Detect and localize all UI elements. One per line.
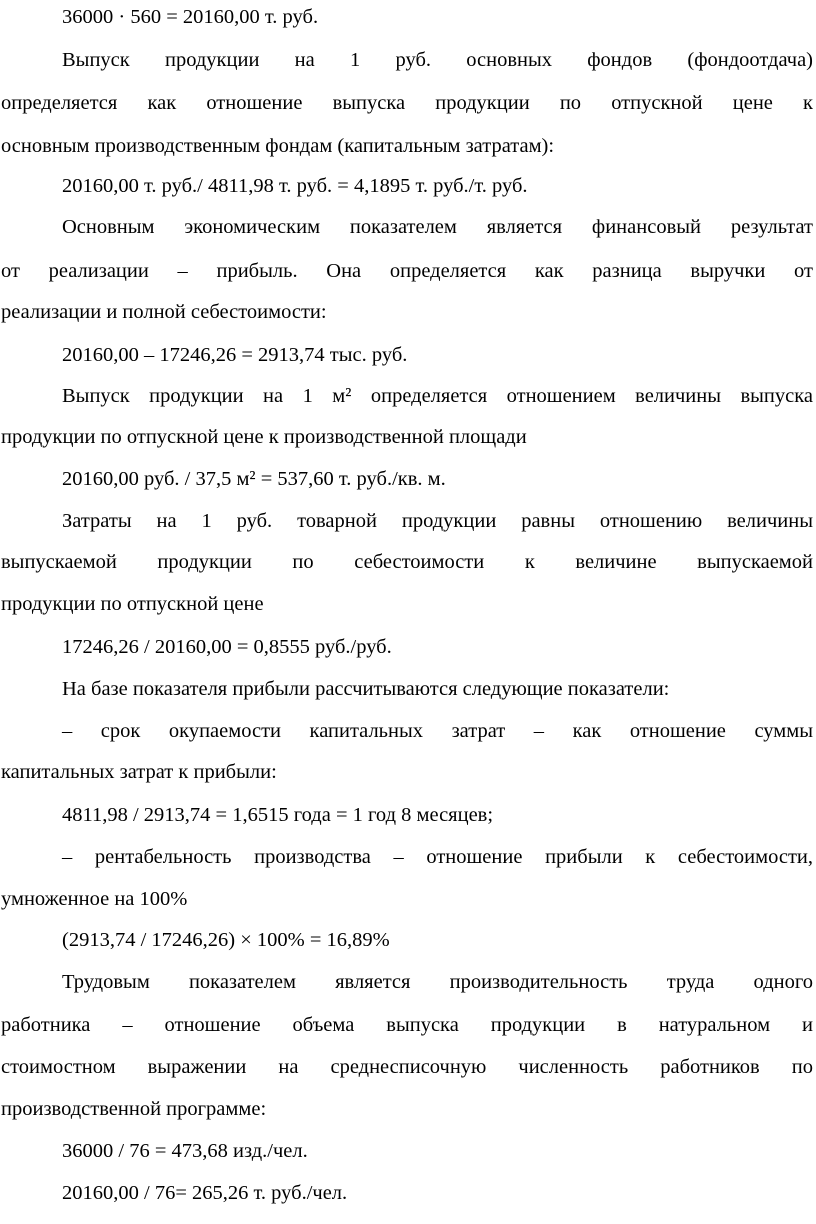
list-item-profitability: умноженное на 100% (1, 888, 188, 910)
list-item-payback: – срок окупаемости капитальных затрат – как отношение суммы (62, 720, 813, 742)
paragraph-cost-per-ruble: продукции по отпускной цене (1, 593, 264, 615)
paragraph-profit: реализации и полной себестоимости: (1, 301, 327, 323)
calc-labor-value: 20160,00 / 76= 265,26 т. руб./чел. (62, 1182, 348, 1204)
calc-output-per-area: 20160,00 руб. / 37,5 м² = 537,60 т. руб./кв. м. (62, 468, 446, 490)
calc-output-volume: 36000 · 560 = 20160,00 т. руб. (62, 6, 319, 28)
paragraph-labor-productivity: стоимостном выражении на среднесписочную численность работников по (1, 1056, 813, 1078)
calc-cost-per-ruble: 17246,26 / 20160,00 = 0,8555 руб./руб. (62, 636, 392, 658)
calc-payback: 4811,98 / 2913,74 = 1,6515 года = 1 год 8 месяцев; (62, 804, 494, 826)
list-item-profitability: – рентабельность производства – отношение прибыли к себестоимости, (62, 846, 813, 868)
calc-labor-units: 36000 / 76 = 473,68 изд./чел. (62, 1140, 308, 1162)
paragraph-profit: от реализации – прибыль. Она определяется как разница выручки от (1, 260, 813, 282)
paragraph-capital-productivity: Выпуск продукции на 1 руб. основных фондов (фондоотдача) (62, 49, 813, 71)
calc-profit: 20160,00 – 17246,26 = 2913,74 тыс. руб. (62, 344, 408, 366)
paragraph-capital-productivity: определяется как отношение выпуска продукции по отпускной цене к (1, 92, 813, 114)
paragraph-profit: Основным экономическим показателем является финансовый результат (62, 216, 813, 238)
paragraph-cost-per-ruble: выпускаемой продукции по себестоимости к величине выпускаемой (1, 551, 813, 573)
paragraph-profit-indicators: На базе показателя прибыли рассчитываются следующие показатели: (62, 678, 670, 700)
list-item-payback: капитальных затрат к прибыли: (1, 761, 277, 783)
calc-profitability: (2913,74 / 17246,26) × 100% = 16,89% (62, 929, 390, 951)
calc-capital-productivity: 20160,00 т. руб./ 4811,98 т. руб. = 4,1895 т. руб./т. руб. (62, 175, 528, 197)
paragraph-capital-productivity: основным производственным фондам (капитальным затратам): (1, 135, 555, 157)
paragraph-labor-productivity: Трудовым показателем является производительность труда одного (62, 971, 813, 993)
paragraph-output-per-area: Выпуск продукции на 1 м² определяется отношением величины выпуска (62, 385, 813, 407)
paragraph-output-per-area: продукции по отпускной цене к производственной площади (1, 426, 527, 448)
paragraph-cost-per-ruble: Затраты на 1 руб. товарной продукции равны отношению величины (62, 510, 813, 532)
paragraph-labor-productivity: работника – отношение объема выпуска продукции в натуральном и (1, 1014, 813, 1036)
paragraph-labor-productivity: производственной программе: (1, 1098, 267, 1120)
